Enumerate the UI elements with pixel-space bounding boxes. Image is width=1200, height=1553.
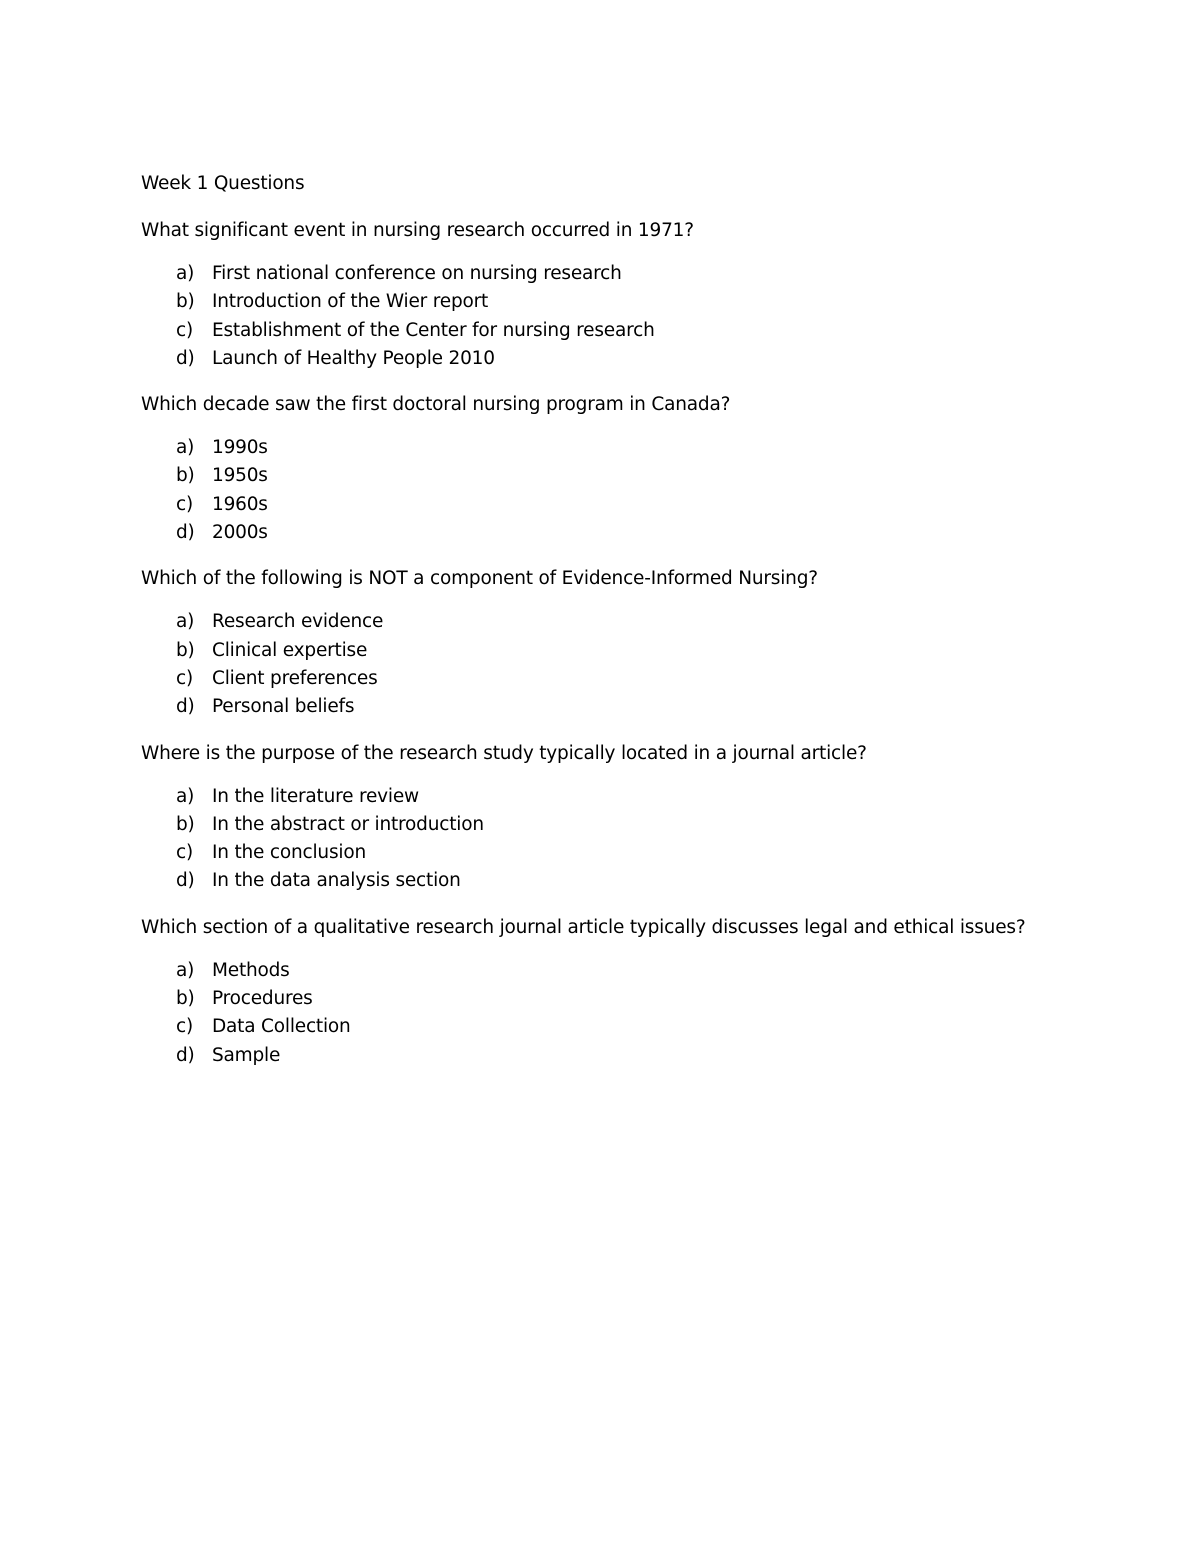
- option-letter: a): [176, 263, 195, 284]
- option-letter: a): [176, 959, 195, 981]
- option-letter: c): [176, 493, 193, 515]
- option-letter: d): [176, 347, 195, 369]
- option-text: Introduction of the Wier report: [212, 291, 489, 313]
- option-text: Sample: [212, 1044, 281, 1066]
- answer-options: [141, 608, 1101, 721]
- question-text: Where is the purpose of the research study typically located in a journal article?: [141, 742, 867, 764]
- question-text: Which section of a qualitative research journal article typically discusses legal and ethical issues?: [141, 916, 1026, 938]
- option-letter: b): [176, 639, 195, 661]
- option-text: In the data analysis section: [212, 870, 461, 892]
- answer-option: [141, 288, 1101, 316]
- option-letter: d): [176, 870, 195, 892]
- answer-options: [141, 434, 1101, 547]
- option-letter: b): [176, 291, 195, 313]
- answer-option: [141, 317, 1101, 345]
- answer-option: [141, 957, 1101, 985]
- option-letter: b): [176, 988, 195, 1010]
- option-text: In the conclusion: [212, 842, 366, 864]
- question-1: [141, 217, 1101, 373]
- answer-option: [141, 783, 1101, 811]
- option-letter: d): [176, 522, 195, 544]
- answer-option: [141, 1042, 1101, 1070]
- option-letter: d): [176, 696, 195, 718]
- option-text: Launch of Healthy People 2010: [212, 347, 495, 369]
- question-text: What significant event in nursing research occurred in 1971?: [141, 220, 694, 241]
- option-letter: b): [176, 465, 195, 487]
- option-letter: c): [176, 319, 193, 341]
- answer-option: [141, 665, 1101, 693]
- question-4: [141, 740, 1101, 896]
- answer-option: [141, 608, 1101, 636]
- option-text: 1960s: [212, 493, 268, 515]
- document-title: Week 1 Questions: [141, 173, 305, 194]
- answer-option: [141, 1013, 1101, 1041]
- answer-option: [141, 693, 1101, 721]
- option-letter: b): [176, 813, 195, 835]
- answer-option: [141, 260, 1101, 288]
- answer-option: [141, 839, 1101, 867]
- question-3: [141, 565, 1101, 721]
- answer-option: [141, 985, 1101, 1013]
- answer-option: [141, 491, 1101, 519]
- option-text: In the literature review: [212, 785, 419, 807]
- option-letter: c): [176, 842, 193, 864]
- document-content: [141, 170, 1101, 1088]
- option-text: Methods: [212, 959, 290, 981]
- option-text: Data Collection: [212, 1016, 351, 1038]
- option-text: Client preferences: [212, 667, 378, 689]
- answer-option: [141, 519, 1101, 547]
- answer-option: [141, 345, 1101, 373]
- question-5: [141, 914, 1101, 1070]
- answer-option: [141, 867, 1101, 895]
- option-letter: c): [176, 667, 193, 689]
- option-text: In the abstract or introduction: [212, 813, 484, 835]
- question-text: Which decade saw the first doctoral nursing program in Canada?: [141, 394, 731, 416]
- option-text: Personal beliefs: [212, 696, 355, 718]
- option-text: 1990s: [212, 437, 268, 459]
- option-text: Clinical expertise: [212, 639, 368, 661]
- answer-options: [141, 260, 1101, 373]
- answer-options: [141, 783, 1101, 896]
- option-letter: c): [176, 1016, 193, 1038]
- answer-option: [141, 637, 1101, 665]
- question-text: Which of the following is NOT a component of Evidence-Informed Nursing?: [141, 568, 818, 590]
- option-letter: d): [176, 1044, 195, 1066]
- question-2: [141, 391, 1101, 547]
- option-text: 1950s: [212, 465, 268, 487]
- option-text: Establishment of the Center for nursing research: [212, 319, 655, 341]
- option-letter: a): [176, 437, 195, 459]
- option-text: Research evidence: [212, 611, 384, 633]
- option-text: First national conference on nursing research: [212, 263, 622, 284]
- option-letter: a): [176, 785, 195, 807]
- answer-option: [141, 434, 1101, 462]
- option-letter: a): [176, 611, 195, 633]
- option-text: Procedures: [212, 988, 313, 1010]
- answer-options: [141, 957, 1101, 1070]
- answer-option: [141, 811, 1101, 839]
- answer-option: [141, 462, 1101, 490]
- option-text: 2000s: [212, 522, 268, 544]
